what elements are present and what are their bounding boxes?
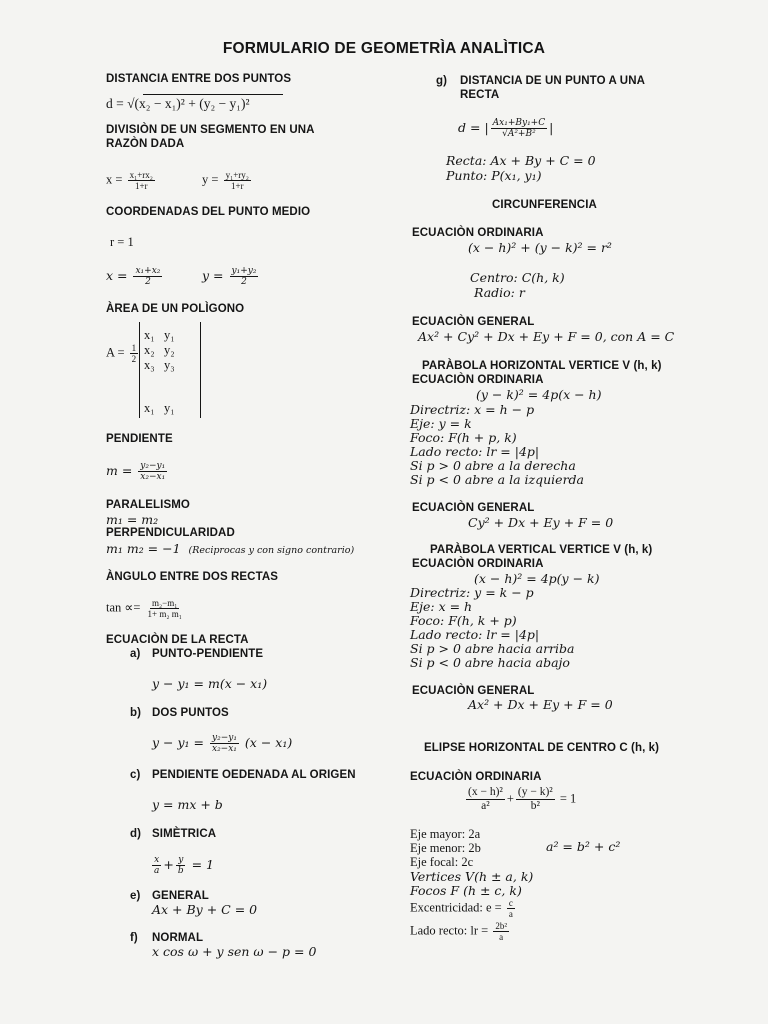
- parh-gen-formula: Cy² + Dx + Ey + F = 0: [468, 515, 614, 530]
- heading-pendiente: PENDIENTE: [106, 433, 173, 445]
- recta-a-title: PUNTO-PENDIENTE: [152, 648, 264, 660]
- sqrt-bar: [143, 94, 283, 95]
- formula-punto-pendiente: y − y₁ = m(x − x₁): [152, 676, 268, 691]
- formula-distancia: d = √(x₂ − x₁)² + (y₂ − y₁)²: [106, 96, 250, 111]
- recta-e-label: e): [130, 890, 141, 902]
- recta-c-title: PENDIENTE OEDENADA AL ORIGEN: [152, 769, 356, 781]
- circ-gen-heading: ECUACIÒN GENERAL: [412, 316, 535, 328]
- circ-gen-formula: Ax² + Cy² + Dx + Ey + F = 0, con A = C: [418, 329, 675, 344]
- recta-d-title: SIMÈTRICA: [152, 828, 217, 840]
- elipse-excentricidad: Excentricidad: e = $\frac{c}{a}$: [410, 898, 513, 919]
- elipse-lado-recto: Lado recto: lr = $\frac{\text{2b²}}{a}$: [410, 921, 508, 942]
- det-bar-right: [200, 322, 201, 418]
- heading-punto-medio: COORDENADAS DEL PUNTO MEDIO: [106, 206, 311, 218]
- det-bar-left: [139, 322, 140, 418]
- recta-eq: Recta: Ax + By + C = 0: [446, 153, 596, 168]
- punto-eq: Punto: P(x₁, y₁): [446, 168, 542, 183]
- parv-line-5: Si p > 0 abre hacia arriba: [410, 641, 575, 656]
- formula-dos-puntos: y − y₁ = $\frac{\text{y₂−y₁}}{\text{x₂−x₁}}$ (x − x₁): [152, 733, 293, 754]
- parh-line-2: Eje: y = k: [410, 416, 472, 431]
- parh-ord-heading: ECUACIÒN ORDINARIA: [412, 374, 544, 386]
- parh-line-3: Foco: F(h + p, k): [410, 430, 517, 445]
- parh-line-1: Directriz: x = h − p: [410, 402, 535, 417]
- formula-medio-x: x = $\frac{\text{x₁+x₂}}{2}$: [106, 266, 161, 287]
- heading-parabola-horizontal: PARÀBOLA HORIZONTAL VERTICE V (h, k): [422, 360, 662, 372]
- g-label: g): [436, 75, 448, 87]
- elipse-line-3: Eje focal: 2c: [410, 855, 474, 869]
- elipse-line-5: Focos F (h ± c, k): [410, 883, 522, 898]
- formula-distancia-punto-recta: d = | $\frac{\text{Ax₁+By₁+C}}{\text{√A²+B²}}$ |: [458, 118, 554, 139]
- parh-line-4: Lado recto: lr = |4p|: [410, 444, 540, 459]
- heading-angulo: ÀNGULO ENTRE DOS RECTAS: [106, 571, 279, 583]
- page-title: FORMULARIO DE GEOMETRÌA ANALÌTICA: [222, 40, 546, 57]
- recta-e-title: GENERAL: [152, 890, 209, 902]
- heading-paralelismo: PARALELISMO: [106, 499, 190, 511]
- heading-area: ÀREA DE UN POLÌGONO: [106, 303, 245, 315]
- formula-paralelismo: m₁ = m₂: [106, 512, 159, 527]
- parv-line-6: Si p < 0 abre hacia abajo: [410, 655, 570, 670]
- parh-gen-heading: ECUACIÒN GENERAL: [412, 502, 535, 514]
- parv-line-2: Eje: x = h: [410, 599, 473, 614]
- parh-line-6: Si p < 0 abre a la izquierda: [410, 472, 584, 487]
- heading-circunferencia: CIRCUNFERENCIA: [492, 199, 597, 211]
- formula-simetrica: $\frac{x}{a}$ + $\frac{y}{b}$ = 1: [154, 855, 215, 876]
- recta-c-label: c): [130, 769, 141, 781]
- elipse-line-2: Eje menor: 2b: [410, 841, 481, 855]
- heading-recta: ECUACIÒN DE LA RECTA: [106, 634, 249, 646]
- formula-pendiente: m = $\frac{\text{y₂−y₁}}{\text{x₂−x₁}}$: [106, 461, 166, 482]
- circ-centro: Centro: C(h, k): [470, 270, 565, 285]
- elipse-ord-heading: ECUACIÒN ORDINARIA: [410, 771, 542, 783]
- formula-division-y: y = $\frac{\text{y₁+ry₂}}{1+r}$: [202, 170, 249, 191]
- parv-line-3: Foco: F(h, k + p): [410, 613, 517, 628]
- recta-b-title: DOS PUNTOS: [152, 707, 229, 719]
- formula-r: r = 1: [110, 235, 134, 249]
- parh-formula: (y − k)² = 4p(x − h): [476, 387, 602, 402]
- parv-ord-heading: ECUACIÒN ORDINARIA: [412, 558, 544, 570]
- recta-d-label: d): [130, 828, 142, 840]
- det-row-4: x₁ y₁: [144, 401, 175, 415]
- det-row-3: x₃ y₃: [144, 358, 175, 372]
- recta-b-label: b): [130, 707, 142, 719]
- parv-formula: (x − h)² = 4p(y − k): [474, 571, 600, 586]
- formula-medio-y: y = $\frac{\text{y₁+y₂}}{2}$: [202, 266, 257, 287]
- heading-distancia: DISTANCIA ENTRE DOS PUNTOS: [106, 73, 292, 85]
- heading-division: DIVISIÒN DE UN SEGMENTO EN UNA RAZÒN DADA: [106, 124, 315, 150]
- formula-angulo: tan ∝= $\frac{\text{m₂−m₁}}{\text{1+ m₂ m₁}}$: [106, 598, 182, 619]
- recta-f-title: NORMAL: [152, 932, 204, 944]
- heading-elipse: ELIPSE HORIZONTAL DE CENTRO C (h, k): [424, 742, 660, 754]
- heading-parabola-vertical: PARÀBOLA VERTICAL VERTICE V (h, k): [430, 544, 653, 556]
- recta-f-label: f): [130, 932, 138, 944]
- formula-perpendicularidad: m₁ m₂ = −1 (Reciprocas y con signo contrario): [106, 541, 355, 556]
- circ-ord-heading: ECUACIÒN ORDINARIA: [412, 227, 544, 239]
- formula-normal: x cos ω + y sen ω − p = 0: [152, 944, 317, 959]
- recta-a-label: a): [130, 648, 141, 660]
- heading-perpendicularidad: PERPENDICULARIDAD: [106, 527, 235, 539]
- formula-area-lhs: A = $\frac{1}{2}$: [106, 343, 137, 364]
- circ-ord-formula: (x − h)² + (y − k)² = r²: [468, 240, 612, 255]
- elipse-formula: $\frac{\text{(x − h)²}}{\text{a²}}$ + $\frac{\text{(y − k)²}}{\text{b²}}$ = 1: [468, 786, 577, 812]
- formula-pendiente-ordenada: y = mx + b: [152, 797, 223, 812]
- det-row-2: x₂ y₂: [144, 343, 175, 357]
- det-row-1: x₁ y₁: [144, 328, 175, 342]
- elipse-relation: a² = b² + c²: [546, 839, 621, 854]
- parv-gen-formula: Ax² + Dx + Ey + F = 0: [468, 697, 613, 712]
- parv-line-4: Lado recto: lr = |4p|: [410, 627, 540, 642]
- heading-distancia-punto-recta: DISTANCIA DE UN PUNTO A UNA RECTA: [460, 75, 645, 101]
- formula-division-x: x = $\frac{\text{x₁+rx₂}}{1+r}$: [106, 170, 153, 191]
- elipse-line-1: Eje mayor: 2a: [410, 827, 481, 841]
- formula-general: Ax + By + C = 0: [152, 902, 258, 917]
- parv-line-1: Directriz: y = k − p: [410, 585, 534, 600]
- circ-radio: Radio: r: [474, 285, 525, 300]
- parh-line-5: Si p > 0 abre a la derecha: [410, 458, 576, 473]
- parv-gen-heading: ECUACIÒN GENERAL: [412, 685, 535, 697]
- elipse-line-4: Vertices V(h ± a, k): [410, 869, 534, 884]
